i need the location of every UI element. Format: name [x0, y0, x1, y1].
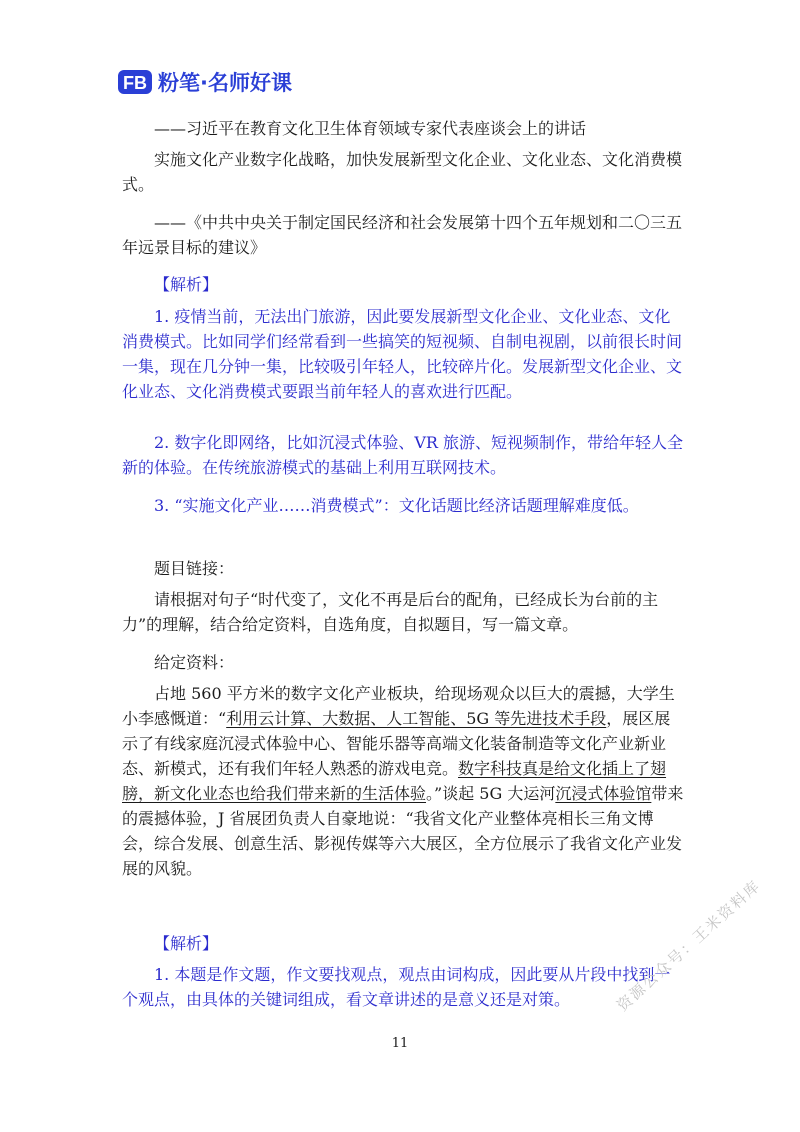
logo-text: 粉笔·名师好课: [158, 71, 292, 95]
page-number: 11: [391, 1036, 409, 1051]
question-link-label: 题目链接：: [154, 559, 235, 578]
quote-line-2: 实施文化产业数字化战略，加快发展新型文化企业、文化业态、文化消费模式。: [122, 150, 683, 194]
material-text-3: 。”谈起 5G 大运河: [426, 784, 556, 803]
analysis-2-point-1: 1. 本题是作文题，作文要找观点，观点由词构成，因此要从片段中找到一个观点，由具体的关键词组成，看文章讲述的是意义还是对策。: [122, 965, 671, 1009]
material-text-2: ，展区展示了有线家庭沉浸式体验中心、智能乐器等高端文化装备制造等文化产业新业态、新模式，还有我们年轻人熟悉的游戏电竞。: [122, 709, 671, 778]
material-text-4: 带来的震撼体验，J 省展团负责人自豪地说：“我省文化产业整体亮相长三角文博会，综合发展、创意生活、影视传媒等六大展区，全方位展示了我省文化产业发展的风貌。: [122, 784, 684, 878]
material-label: 给定资料：: [154, 653, 235, 672]
analysis-1-point-1: 1. 疫情当前，无法出门旅游，因此要发展新型文化企业、文化业态、文化消费模式。比如同学们经常看到一些搞笑的短视频、自制电视剧，以前很长时间一集，现在几分钟一集，比较吸引年轻人，比较碎片化。发展新型文化企业、文化业态、文化消费模式要跟当前年轻人的喜欢进行匹配。: [122, 307, 683, 401]
watermark-text: 资源公众号：王米资料库: [613, 876, 765, 1015]
quote-source-1: ——习近平在教育文化卫生体育领域专家代表座谈会上的讲话: [154, 119, 587, 138]
analysis-1-point-3: 3. “实施文化产业……消费模式”：文化话题比经济话题理解难度低。: [154, 496, 639, 515]
analysis-2-heading: 【解析】: [154, 934, 219, 953]
material-underline-1: 利用云计算、大数据、人工智能、5G 等先进技术手段: [226, 709, 607, 728]
material-paragraph: [122, 681, 684, 881]
material-underline-2: 数字科技真是给文化插上了翅膀，新文化业态也给我们带来新的生活体验: [122, 759, 667, 803]
question-prompt: 请根据对句子“时代变了，文化不再是后台的配角，已经成长为台前的主力”的理解，结合给定资料，自选角度，自拟题目，写一篇文章。: [122, 590, 659, 634]
logo-mark: FB: [123, 73, 147, 93]
quote-source-2: ——《中共中央关于制定国民经济和社会发展第十四个五年规划和二〇三五年远景目标的建议》: [122, 213, 683, 257]
material-underline-3: 沉浸式体验馆: [555, 784, 652, 803]
analysis-1-heading: 【解析】: [154, 275, 219, 294]
brand-logo: [118, 66, 338, 98]
fenbi-logo-icon: [118, 66, 338, 98]
analysis-1-point-2: 2. 数字化即网络，比如沉浸式体验、VR 旅游、短视频制作，带给年轻人全新的体验。在传统旅游模式的基础上利用互联网技术。: [122, 433, 684, 477]
material-text-1: 占地 560 平方米的数字文化产业板块，给现场观众以巨大的震撼，大学生小李感慨道：“: [122, 684, 675, 728]
